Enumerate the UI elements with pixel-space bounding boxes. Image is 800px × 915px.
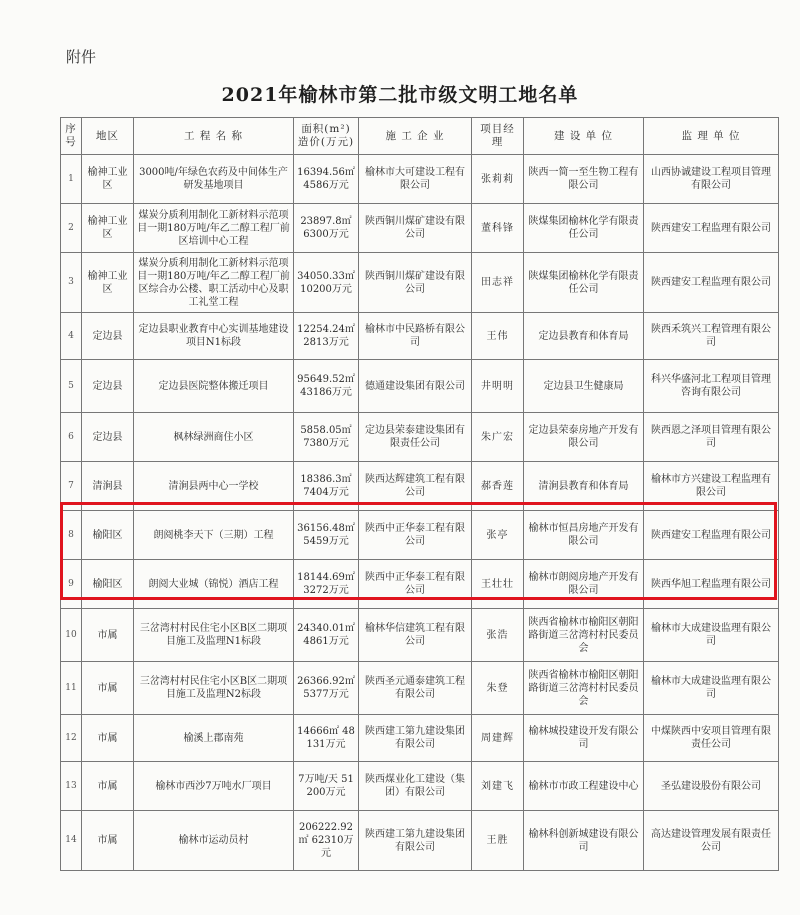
row-scale: 7万吨/天 51200万元 <box>294 762 359 811</box>
civilized-site-table <box>60 117 779 871</box>
row-number: 8 <box>61 511 82 560</box>
row-manager: 郝香莲 <box>472 462 524 511</box>
row-scale: 5858.05㎡ 7380万元 <box>294 413 359 462</box>
row-owner: 陕煤集团榆林化学有限责任公司 <box>524 204 644 253</box>
row-number: 2 <box>61 204 82 253</box>
row-region: 清涧县 <box>82 462 134 511</box>
table-row <box>61 462 779 511</box>
row-manager: 张亭 <box>472 511 524 560</box>
row-manager: 周建辉 <box>472 715 524 762</box>
row-supervisor: 高达建设管理发展有限责任公司 <box>644 811 779 871</box>
row-project: 朗阅大业城（锦悦）酒店工程 <box>134 560 294 609</box>
row-region: 榆神工业区 <box>82 204 134 253</box>
table-row <box>61 155 779 204</box>
row-scale: 12254.24㎡ 2813万元 <box>294 313 359 360</box>
table-row <box>61 204 779 253</box>
row-owner: 陕西省榆林市榆阳区朝阳路街道三岔湾村村民委员会 <box>524 662 644 715</box>
row-scale: 23897.8㎡ 6300万元 <box>294 204 359 253</box>
row-number: 5 <box>61 360 82 413</box>
row-owner: 榆林城投建设开发有限公司 <box>524 715 644 762</box>
row-scale: 36156.48㎡ 5459万元 <box>294 511 359 560</box>
row-project: 朗阅桃李天下（三期）工程 <box>134 511 294 560</box>
row-contractor: 陕西煤业化工建设（集团）有限公司 <box>359 762 472 811</box>
row-region: 榆神工业区 <box>82 253 134 313</box>
header-contractor: 施 工 企 业 <box>359 118 472 155</box>
row-supervisor: 榆林市方兴建设工程监理有限公司 <box>644 462 779 511</box>
table-row <box>61 360 779 413</box>
row-owner: 定边县教育和体育局 <box>524 313 644 360</box>
row-number: 11 <box>61 662 82 715</box>
row-contractor: 陕西达辉建筑工程有限公司 <box>359 462 472 511</box>
row-project: 三岔湾村村民住宅小区B区二期项目施工及监理N2标段 <box>134 662 294 715</box>
row-manager: 张浩 <box>472 609 524 662</box>
row-contractor: 定边县荣泰建设集团有限责任公司 <box>359 413 472 462</box>
row-scale: 34050.33㎡ 10200万元 <box>294 253 359 313</box>
row-supervisor: 陕西建安工程监理有限公司 <box>644 511 779 560</box>
row-supervisor: 圣弘建设股份有限公司 <box>644 762 779 811</box>
row-scale: 16394.56㎡ 4586万元 <box>294 155 359 204</box>
row-scale: 95649.52㎡ 43186万元 <box>294 360 359 413</box>
row-project: 榆林市运动员村 <box>134 811 294 871</box>
row-contractor: 陕西铜川煤矿建设有限公司 <box>359 204 472 253</box>
row-contractor: 榆林市中民路桥有限公司 <box>359 313 472 360</box>
table-row <box>61 715 779 762</box>
row-owner: 陕西一简一至生物工程有限公司 <box>524 155 644 204</box>
row-region: 榆阳区 <box>82 560 134 609</box>
row-region: 市属 <box>82 762 134 811</box>
row-scale: 206222.92㎡ 62310万元 <box>294 811 359 871</box>
row-number: 6 <box>61 413 82 462</box>
header-no: 序号 <box>61 118 82 155</box>
table-row <box>61 609 779 662</box>
row-contractor: 德通建设集团有限公司 <box>359 360 472 413</box>
row-supervisor: 科兴华盛河北工程项目管理咨询有限公司 <box>644 360 779 413</box>
row-project: 煤炭分质利用制化工新材料示范项目一期180万吨/年乙二醇工程厂前区综合办公楼、职工活动中心及职工礼堂工程 <box>134 253 294 313</box>
row-supervisor: 陕西华旭工程监理有限公司 <box>644 560 779 609</box>
row-contractor: 陕西圣元通泰建筑工程有限公司 <box>359 662 472 715</box>
row-owner: 榆林市市政工程建设中心 <box>524 762 644 811</box>
row-manager: 王壮壮 <box>472 560 524 609</box>
row-contractor: 陕西建工第九建设集团有限公司 <box>359 715 472 762</box>
row-owner: 榆林科创新城建设有限公司 <box>524 811 644 871</box>
row-number: 14 <box>61 811 82 871</box>
row-project: 3000吨/年绿色农药及中间体生产研发基地项目 <box>134 155 294 204</box>
row-region: 定边县 <box>82 360 134 413</box>
table-row <box>61 413 779 462</box>
table-row <box>61 762 779 811</box>
row-number: 3 <box>61 253 82 313</box>
row-owner: 清涧县教育和体育局 <box>524 462 644 511</box>
header-owner: 建 设 单 位 <box>524 118 644 155</box>
row-supervisor: 山西协诚建设工程项目管理有限公司 <box>644 155 779 204</box>
row-number: 1 <box>61 155 82 204</box>
header-manager: 项目经理 <box>472 118 524 155</box>
row-manager: 刘建飞 <box>472 762 524 811</box>
attachment-label: 附件 <box>66 48 97 66</box>
row-manager: 朱登 <box>472 662 524 715</box>
row-region: 市属 <box>82 811 134 871</box>
row-supervisor: 中煤陕西中安项目管理有限责任公司 <box>644 715 779 762</box>
row-region: 榆阳区 <box>82 511 134 560</box>
row-project: 定边县医院整体搬迁项目 <box>134 360 294 413</box>
table-row <box>61 811 779 871</box>
row-manager: 朱广宏 <box>472 413 524 462</box>
row-scale: 24340.01㎡ 4861万元 <box>294 609 359 662</box>
row-contractor: 陕西中正华泰工程有限公司 <box>359 511 472 560</box>
row-contractor: 榆林市大可建设工程有限公司 <box>359 155 472 204</box>
row-manager: 王伟 <box>472 313 524 360</box>
row-scale: 18144.69㎡ 3272万元 <box>294 560 359 609</box>
row-manager: 董科锋 <box>472 204 524 253</box>
table-row <box>61 253 779 313</box>
header-supervisor: 监 理 单 位 <box>644 118 779 155</box>
header-row <box>61 118 779 155</box>
header-scale: 面积(m²)造价(万元) <box>294 118 359 155</box>
table-row <box>61 511 779 560</box>
row-scale: 26366.92㎡ 5377万元 <box>294 662 359 715</box>
header-region: 地区 <box>82 118 134 155</box>
header-project: 工 程 名 称 <box>134 118 294 155</box>
row-supervisor: 陕西禾筑兴工程管理有限公司 <box>644 313 779 360</box>
row-region: 市属 <box>82 715 134 762</box>
row-number: 10 <box>61 609 82 662</box>
row-number: 4 <box>61 313 82 360</box>
row-supervisor: 榆林市大成建设监理有限公司 <box>644 662 779 715</box>
row-number: 12 <box>61 715 82 762</box>
table-row <box>61 560 779 609</box>
row-project: 三岔湾村村民住宅小区B区二期项目施工及监理N1标段 <box>134 609 294 662</box>
row-region: 市属 <box>82 662 134 715</box>
row-manager: 王胜 <box>472 811 524 871</box>
row-manager: 张莉莉 <box>472 155 524 204</box>
document-title: 2021年榆林市第二批市级文明工地名单 <box>221 84 579 106</box>
row-number: 7 <box>61 462 82 511</box>
row-project: 定边县职业教育中心实训基地建设项目N1标段 <box>134 313 294 360</box>
row-contractor: 榆林华信建筑工程有限公司 <box>359 609 472 662</box>
row-contractor: 陕西铜川煤矿建设有限公司 <box>359 253 472 313</box>
row-project: 煤炭分质利用制化工新材料示范项目一期180万吨/年乙二醇工程厂前区培训中心工程 <box>134 204 294 253</box>
row-manager: 井明明 <box>472 360 524 413</box>
row-number: 9 <box>61 560 82 609</box>
row-project: 榆溪上郡南苑 <box>134 715 294 762</box>
row-supervisor: 陕西建安工程监理有限公司 <box>644 204 779 253</box>
row-manager: 田志祥 <box>472 253 524 313</box>
row-owner: 定边县卫生健康局 <box>524 360 644 413</box>
row-contractor: 陕西建工第九建设集团有限公司 <box>359 811 472 871</box>
row-owner: 榆林市朗阅房地产开发有限公司 <box>524 560 644 609</box>
row-owner: 定边县荣泰房地产开发有限公司 <box>524 413 644 462</box>
row-supervisor: 陕西建安工程监理有限公司 <box>644 253 779 313</box>
row-region: 定边县 <box>82 313 134 360</box>
table-row <box>61 662 779 715</box>
row-scale: 18386.3㎡ 7404万元 <box>294 462 359 511</box>
row-owner: 陕西省榆林市榆阳区朝阳路街道三岔湾村村民委员会 <box>524 609 644 662</box>
table-row <box>61 313 779 360</box>
row-number: 13 <box>61 762 82 811</box>
row-region: 市属 <box>82 609 134 662</box>
row-owner: 榆林市恒昌房地产开发有限公司 <box>524 511 644 560</box>
row-project: 清涧县两中心一学校 <box>134 462 294 511</box>
row-supervisor: 陕西恩之泽项目管理有限公司 <box>644 413 779 462</box>
row-region: 定边县 <box>82 413 134 462</box>
row-scale: 14666㎡ 48131万元 <box>294 715 359 762</box>
row-region: 榆神工业区 <box>82 155 134 204</box>
row-project: 榆林市西沙7万吨水厂项目 <box>134 762 294 811</box>
row-contractor: 陕西中正华泰工程有限公司 <box>359 560 472 609</box>
row-project: 枫林绿洲商住小区 <box>134 413 294 462</box>
row-supervisor: 榆林市大成建设监理有限公司 <box>644 609 779 662</box>
row-owner: 陕煤集团榆林化学有限责任公司 <box>524 253 644 313</box>
